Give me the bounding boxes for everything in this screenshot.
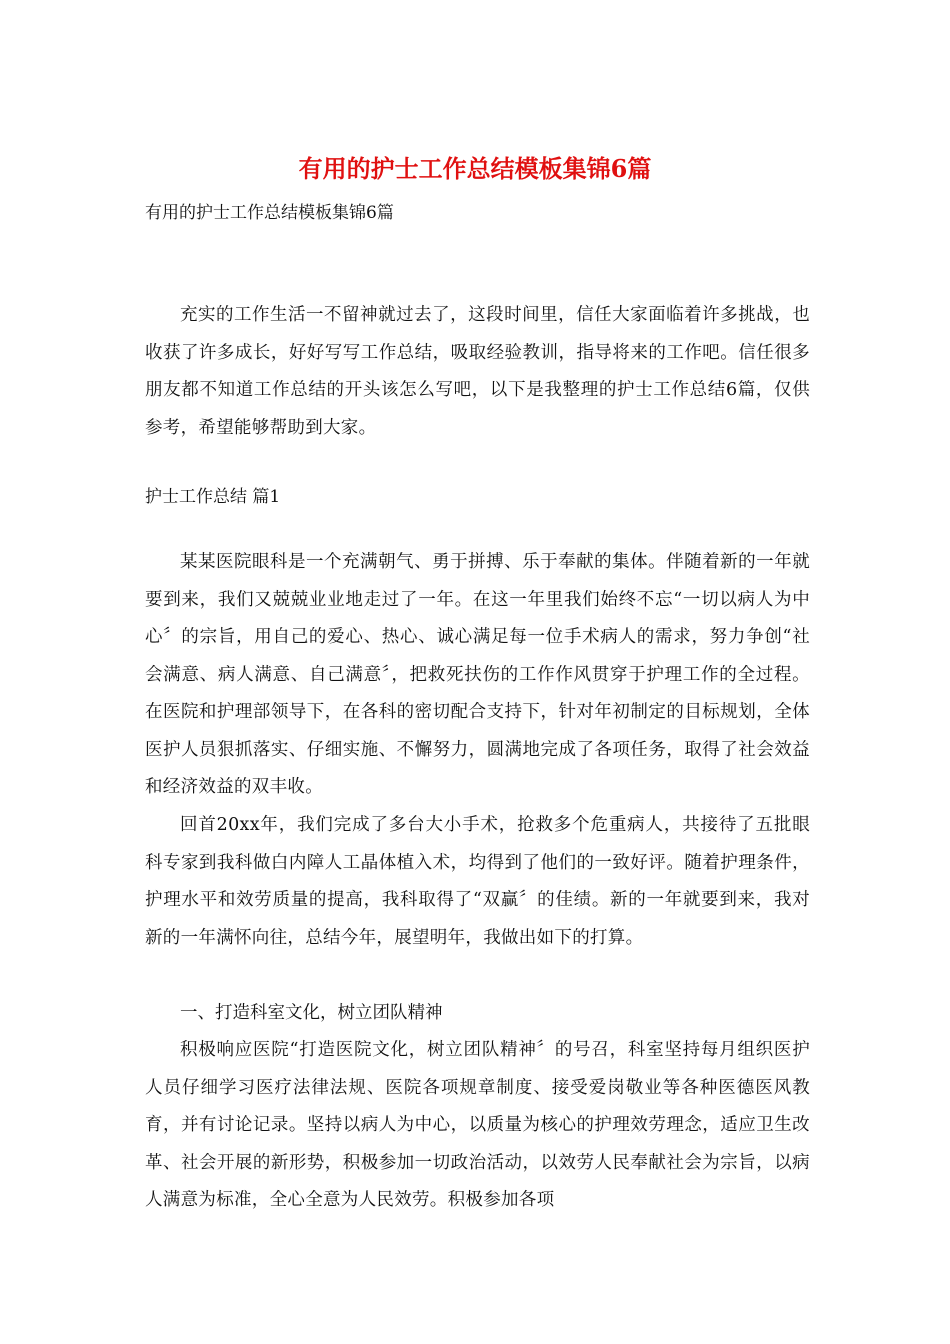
body-paragraph: 某某医院眼科是一个充满朝气、勇于拼搏、乐于奉献的集体。伴随着新的一年就要到来，我们又兢兢业业地走过了一年。在这一年里我们始终不忘“一切以病人为中心〞的宗旨，用自己的爱心、热心、诚心满足每一位手术病人的需求，努力争创“社会满意、病人满意、自己满意〞，把救死扶伤的工作作风贯穿于护理工作的全过程。在医院和护理部领导下，在各科的密切配合支持下，针对年初制定的目标规划，全体医护人员狠抓落实、仔细实施、不懈努力，圆满地完成了各项任务，取得了社会效益和经济效益的双丰收。 (145, 552, 810, 797)
body-paragraph: 回首20xx年，我们完成了多台大小手术，抢救多个危重病人，共接待了五批眼科专家到我科做白内障人工晶体植入术，均得到了他们的一致好评。随着护理条件，护理水平和效劳质量的提高，我科取得了“双赢〞的佳绩。新的一年就要到来，我对新的一年满怀向往，总结今年，展望明年，我做出如下的打算。 (145, 815, 810, 948)
sub-heading: 一、打造科室文化，树立团队精神 (180, 1003, 443, 1023)
document-subtitle: 有用的护士工作总结模板集锦6篇 (145, 203, 394, 223)
section-heading: 护士工作总结 篇1 (145, 487, 281, 507)
document-title: 有用的护士工作总结模板集锦6篇 (298, 154, 652, 183)
intro-paragraph: 充实的工作生活一不留神就过去了，这段时间里，信任大家面临着许多挑战，也收获了许多成长，好好写写工作总结，吸取经验教训，指导将来的工作吧。信任很多朋友都不知道工作总结的开头该怎么写吧，以下是我整理的护士工作总结6篇，仅供参考，希望能够帮助到大家。 (145, 305, 810, 438)
body-paragraph: 积极响应医院“打造医院文化，树立团队精神〞的号召，科室坚持每月组织医护人员仔细学习医疗法律法规、医院各项规章制度、接受爱岗敬业等各种医德医风教育，并有讨论记录。坚持以病人为中心，以质量为核心的护理效劳理念，适应卫生改革、社会开展的新形势，积极参加一切政治活动，以效劳人民奉献社会为宗旨，以病人满意为标准，全心全意为人民效劳。积极参加各项 (145, 1040, 810, 1210)
